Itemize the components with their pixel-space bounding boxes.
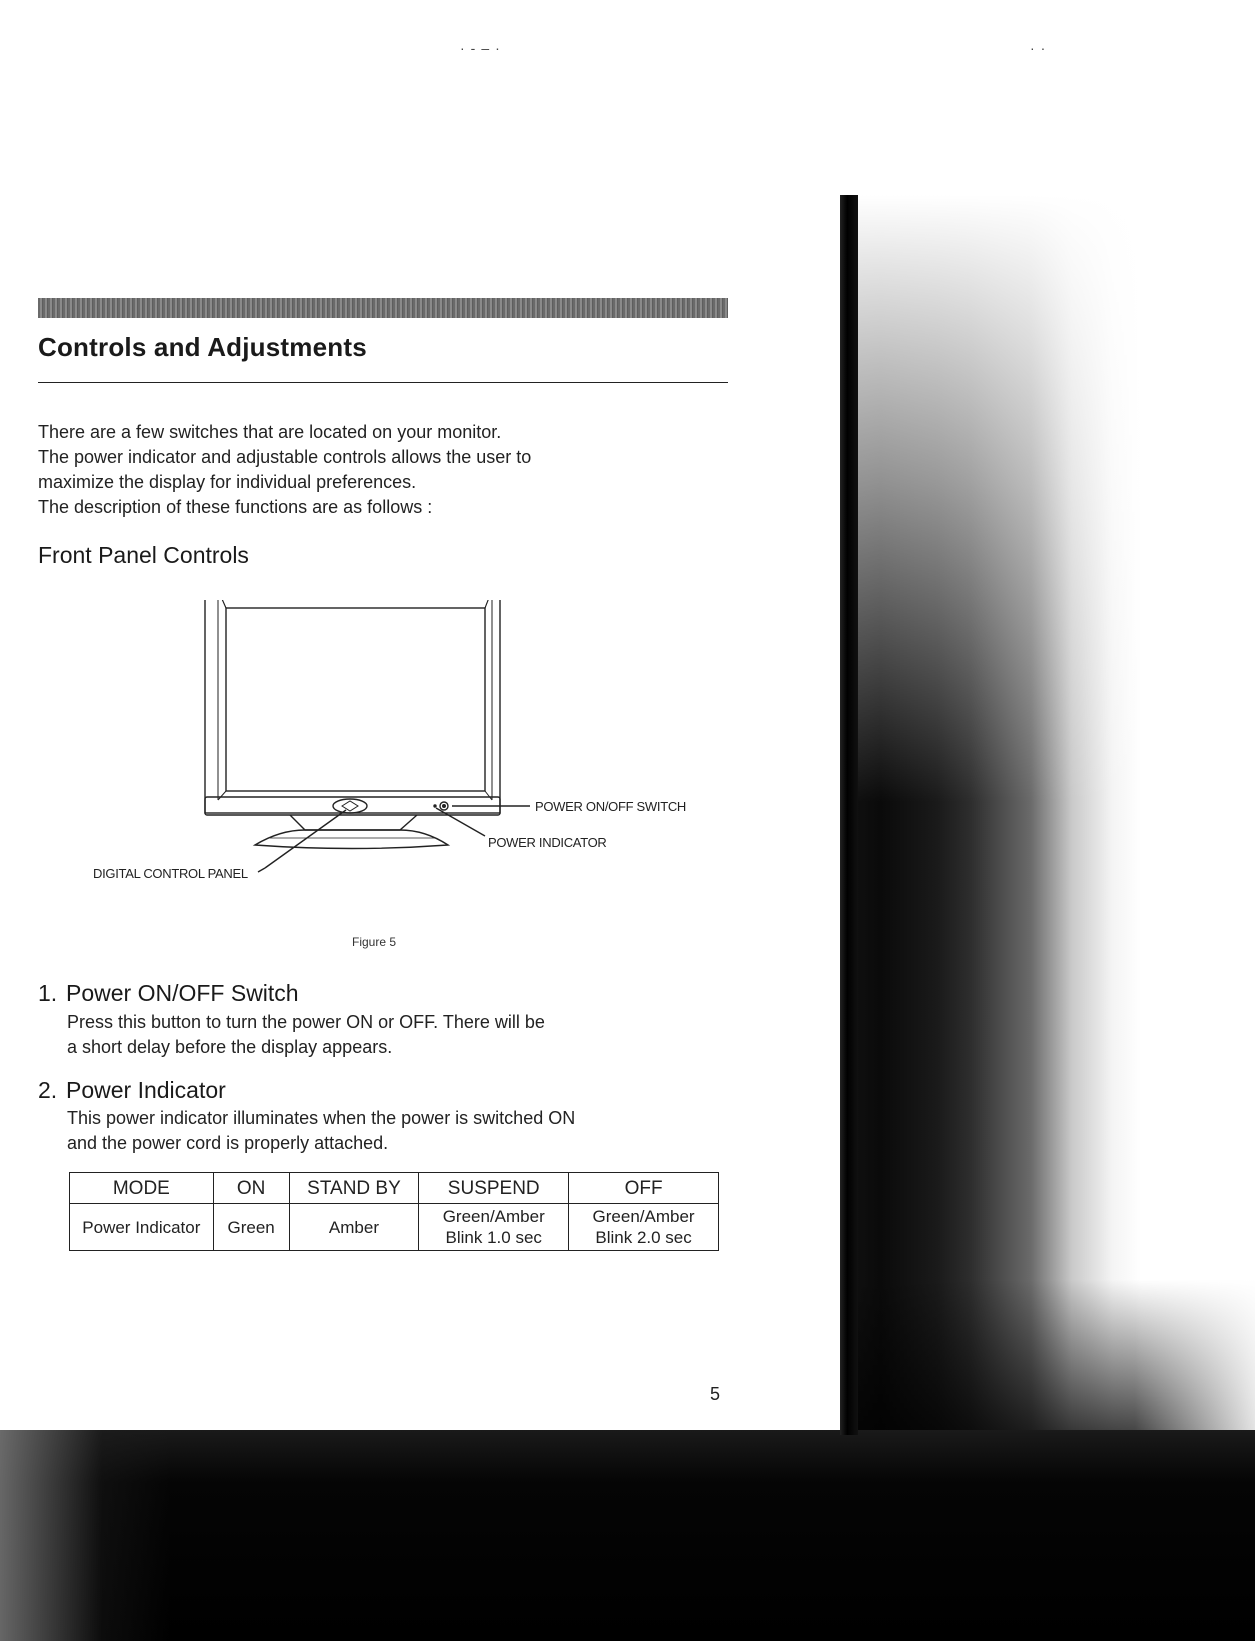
scan-speck: ·· xyxy=(1030,40,1052,56)
off-blink: Blink 2.0 sec xyxy=(595,1228,692,1247)
item-body-line: This power indicator illuminates when the power is switched ON xyxy=(67,1108,576,1128)
item-body-power-switch xyxy=(67,1010,545,1060)
book-spine-shadow xyxy=(840,195,858,1435)
table-cell-off xyxy=(569,1204,719,1251)
off-color: Green/Amber xyxy=(592,1207,695,1226)
item-body-line: and the power cord is properly attached. xyxy=(67,1133,389,1153)
scan-shadow-bottom xyxy=(0,1430,1255,1641)
scan-shadow-right xyxy=(848,195,1255,1641)
table-cell-standby: Amber xyxy=(289,1204,419,1251)
item-heading-text: Power ON/OFF Switch xyxy=(66,980,299,1006)
table-cell-on: Green xyxy=(213,1204,289,1251)
item-body-line: Press this button to turn the power ON or OFF. There will be xyxy=(67,1012,545,1032)
table-cell-suspend xyxy=(419,1204,569,1251)
title-divider xyxy=(38,382,728,383)
intro-line: The description of these functions are as follows : xyxy=(38,497,433,517)
item-heading-power-indicator xyxy=(38,1077,226,1104)
section-heading: Front Panel Controls xyxy=(38,542,249,568)
power-switch-label: POWER ON/OFF SWITCH xyxy=(535,799,687,814)
power-mode-table xyxy=(69,1172,719,1251)
suspend-blink: Blink 1.0 sec xyxy=(445,1228,542,1247)
intro-paragraph xyxy=(38,420,531,520)
table-header-cell: STAND BY xyxy=(289,1173,419,1204)
power-indicator-leader xyxy=(436,808,485,836)
item-heading-power-switch xyxy=(38,980,299,1007)
page-number: 5 xyxy=(710,1384,721,1404)
table-header-cell: ON xyxy=(213,1173,289,1204)
item-number: 2. xyxy=(38,1077,58,1103)
power-indicator-label: POWER INDICATOR xyxy=(488,835,607,850)
suspend-color: Green/Amber xyxy=(442,1207,545,1226)
table-cell-mode: Power Indicator xyxy=(70,1204,214,1251)
control-panel-leader xyxy=(265,810,346,868)
table-header-cell: OFF xyxy=(569,1173,719,1204)
intro-line: There are a few switches that are located on your monitor. xyxy=(38,422,502,442)
table-header-row xyxy=(70,1173,719,1204)
monitor-figure xyxy=(80,600,730,930)
scan-speck: ·‑–· xyxy=(460,40,506,56)
table-header-cell: SUSPEND xyxy=(419,1173,569,1204)
section-header-bar xyxy=(38,298,728,318)
item-heading-text: Power Indicator xyxy=(66,1077,226,1103)
intro-line: The power indicator and adjustable controls allows the user to xyxy=(38,447,532,467)
item-body-line: a short delay before the display appears. xyxy=(67,1037,393,1057)
item-body-power-indicator xyxy=(67,1106,575,1156)
table-row xyxy=(70,1204,719,1251)
monitor-screen xyxy=(226,608,485,791)
page-title: Controls and Adjustments xyxy=(38,332,367,362)
control-panel-label: DIGITAL CONTROL PANEL xyxy=(93,866,248,881)
power-indicator-icon xyxy=(434,805,436,807)
table-header-cell: MODE xyxy=(70,1173,214,1204)
item-number: 1. xyxy=(38,980,58,1006)
intro-line: maximize the display for individual preferences. xyxy=(38,472,417,492)
figure-caption: Figure 5 xyxy=(352,935,397,949)
monitor-bezel xyxy=(205,600,500,813)
